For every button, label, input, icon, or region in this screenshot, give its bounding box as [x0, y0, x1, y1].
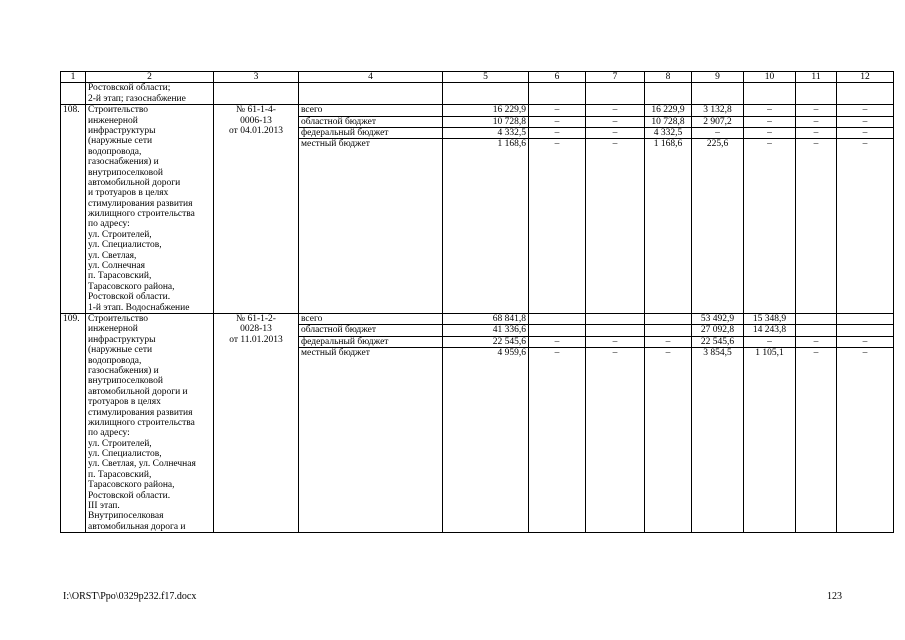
document-path: I:\ORST\Ppo\0329p232.f17.docx [63, 591, 197, 602]
name-line: Ростовской области. [88, 490, 171, 501]
name-line: Ростовской области. [88, 292, 171, 303]
object-name [86, 105, 214, 314]
doc-line: от 04.01.2013 [229, 125, 283, 136]
name-line: п. Тарасовский, [88, 469, 152, 480]
value-cell: – [796, 105, 836, 116]
value-column [586, 314, 645, 533]
name-line: автомобильная дорога и [88, 521, 186, 532]
value-column [443, 105, 529, 314]
value-cell: 15 348,9 [744, 314, 795, 325]
funding-source-label: всего [299, 314, 442, 325]
value-column [645, 314, 692, 533]
page-number: 123 [827, 591, 842, 602]
value-cell: – [744, 337, 795, 348]
value-cell: – [586, 128, 644, 139]
funding-source-label: областной бюджет [299, 117, 442, 128]
doc-line: № 61-1-2- [236, 314, 276, 324]
value-cell: 4 332,5 [443, 128, 528, 139]
name-line: инфраструктуры [88, 334, 156, 345]
name-line: ул. Строителей, [88, 438, 152, 449]
column-header: 8 [645, 72, 692, 83]
value-cell: – [529, 128, 585, 139]
funding-source-label: местный бюджет [301, 139, 370, 150]
value-column [645, 105, 692, 314]
name-line: внутрипоселковой [88, 167, 163, 178]
doc-line: 0006-13 [240, 115, 272, 126]
name-line: ул. Специалистов, [88, 449, 162, 460]
column-header: 10 [744, 72, 796, 83]
name-line: Строительство [88, 314, 149, 324]
name-line: Строительство [88, 105, 149, 116]
name-line: Ростовской области; [88, 83, 171, 94]
value-cell [586, 325, 644, 336]
column-header: 9 [692, 72, 744, 83]
name-line: по адресу: [88, 219, 130, 230]
value-cell: – [837, 128, 893, 139]
value-cell: – [744, 128, 795, 139]
value-column [744, 105, 796, 314]
name-line: автомобильной дороги и [88, 386, 188, 397]
value-cell: – [862, 348, 868, 359]
value-cell [586, 314, 644, 325]
value-cell: – [767, 139, 772, 150]
name-line: инфраструктуры [88, 125, 156, 136]
doc-line: от 11.01.2013 [229, 334, 283, 345]
document-ref [214, 105, 299, 314]
name-line: (наружные сети [88, 345, 153, 356]
column-header: 1 [61, 72, 86, 83]
value-column [837, 105, 894, 314]
column-header: 6 [529, 72, 586, 83]
value-cell: – [529, 105, 585, 116]
funding-source-label: областной бюджет [299, 325, 442, 336]
value-cell: – [612, 348, 618, 359]
name-line: III этап. [88, 501, 120, 512]
value-column [529, 105, 586, 314]
value-cell: – [744, 117, 795, 128]
value-cell: – [554, 139, 560, 150]
name-line: 1-й этап. Водоснабжение [88, 302, 190, 313]
value-cell: – [586, 337, 644, 348]
value-column [692, 105, 744, 314]
value-cell [529, 325, 585, 336]
column-header: 4 [299, 72, 443, 83]
name-line: ул. Светлая, [88, 250, 137, 261]
name-line: инженерной [88, 115, 138, 126]
name-line: автомобильной дороги [88, 177, 181, 188]
funding-source-label: местный бюджет [301, 348, 370, 359]
name-line: и тротуаров в целях [88, 188, 169, 199]
column-header: 11 [796, 72, 837, 83]
value-cell: 41 336,6 [443, 325, 528, 336]
value-cell: 1 105,1 [755, 348, 784, 359]
value-cell: – [554, 348, 560, 359]
value-cell: – [796, 117, 836, 128]
value-cell: – [862, 139, 868, 150]
value-cell: – [837, 337, 893, 348]
table-row [61, 314, 894, 533]
object-name [86, 83, 214, 105]
value-cell: – [796, 128, 836, 139]
value-cell [837, 314, 893, 325]
value-column [837, 314, 894, 533]
doc-line: 0028-13 [240, 324, 272, 335]
value-cell: – [645, 337, 691, 348]
value-cell [645, 325, 691, 336]
value-cell: – [796, 337, 836, 348]
name-line: жилищного строительства [88, 209, 195, 220]
value-cell [837, 325, 893, 336]
column-header: 2 [86, 72, 214, 83]
value-cell: 2 907,2 [692, 117, 743, 128]
continuation-row [61, 83, 894, 105]
value-column [796, 105, 837, 314]
row-number: 108. [61, 105, 86, 314]
value-cell: 16 229,9 [443, 105, 528, 116]
value-cell: 4 332,5 [645, 128, 691, 139]
value-cell: 10 728,8 [443, 117, 528, 128]
value-cell: – [837, 105, 893, 116]
column-header: 7 [586, 72, 645, 83]
value-cell: 10 728,8 [645, 117, 691, 128]
name-line: водопровода, [88, 146, 142, 157]
name-line: (наружные сети [88, 136, 153, 147]
value-cell: 68 841,8 [443, 314, 528, 325]
funding-source-label: всего [299, 105, 442, 116]
value-cell: 3 854,5 [703, 348, 732, 359]
value-column [443, 314, 529, 533]
value-column [529, 314, 586, 533]
value-cell: 22 545,6 [443, 337, 528, 348]
value-cell [645, 314, 691, 325]
doc-line: № 61-1-4- [236, 105, 276, 116]
object-name [86, 314, 214, 533]
value-cell: – [586, 117, 644, 128]
name-line: инженерной [88, 324, 138, 335]
name-line: п. Тарасовский, [88, 271, 152, 282]
table-row [61, 105, 894, 314]
value-cell [529, 314, 585, 325]
value-cell: 1 168,6 [653, 139, 683, 150]
value-cell: 53 492,9 [692, 314, 743, 325]
name-line: по адресу: [88, 428, 130, 439]
value-cell: 3 132,8 [692, 105, 743, 116]
name-line: внутрипоселковой [88, 376, 163, 387]
name-line: жилищного строительства [88, 417, 195, 428]
value-cell: 16 229,9 [645, 105, 691, 116]
value-cell: – [529, 337, 585, 348]
name-line: ул. Специалистов, [88, 240, 162, 251]
value-cell: – [529, 117, 585, 128]
funding-sources [299, 105, 443, 314]
value-cell: 27 092,8 [692, 325, 743, 336]
value-cell: 225,6 [706, 139, 729, 150]
header-row [61, 72, 894, 83]
value-column [744, 314, 796, 533]
column-header: 12 [837, 72, 894, 83]
funding-source-label: федеральный бюджет [299, 337, 442, 348]
name-line: 2-й этап; газоснабжение [88, 93, 186, 104]
name-line: водопровода, [88, 355, 142, 366]
value-cell [796, 314, 836, 325]
column-header: 3 [214, 72, 299, 83]
name-line: стимулирования развития [88, 407, 193, 418]
name-line: ул. Светлая, ул. Солнечная [88, 459, 196, 470]
document-ref [214, 314, 299, 533]
name-line: тротуаров в целях [88, 397, 161, 408]
value-cell: 14 243,8 [744, 325, 795, 336]
value-cell [796, 325, 836, 336]
value-column [692, 314, 744, 533]
name-line: стимулирования развития [88, 198, 193, 209]
row-number: 109. [61, 314, 86, 533]
value-cell: 1 168,6 [497, 139, 526, 150]
budget-table [60, 71, 894, 533]
value-cell: – [692, 128, 743, 139]
value-cell: – [612, 139, 618, 150]
funding-source-label: федеральный бюджет [299, 128, 442, 139]
value-cell: – [744, 105, 795, 116]
name-line: Внутрипоселковая [88, 511, 164, 522]
value-cell: – [813, 139, 819, 150]
value-cell: – [837, 117, 893, 128]
name-line: газоснабжения) и [88, 157, 159, 168]
value-cell: 4 959,6 [497, 348, 526, 359]
value-column [586, 105, 645, 314]
name-line: ул. Строителей, [88, 229, 152, 240]
value-column [796, 314, 837, 533]
funding-sources [299, 314, 443, 533]
name-line: Тарасовского района, [88, 281, 175, 292]
name-line: ул. Солнечная [88, 261, 146, 272]
name-line: газоснабжения) и [88, 365, 159, 376]
column-header: 5 [443, 72, 529, 83]
name-line: Тарасовского района, [88, 480, 175, 491]
value-cell: – [813, 348, 819, 359]
value-cell: 22 545,6 [692, 337, 743, 348]
value-cell: – [586, 105, 644, 116]
value-cell: – [665, 348, 671, 359]
